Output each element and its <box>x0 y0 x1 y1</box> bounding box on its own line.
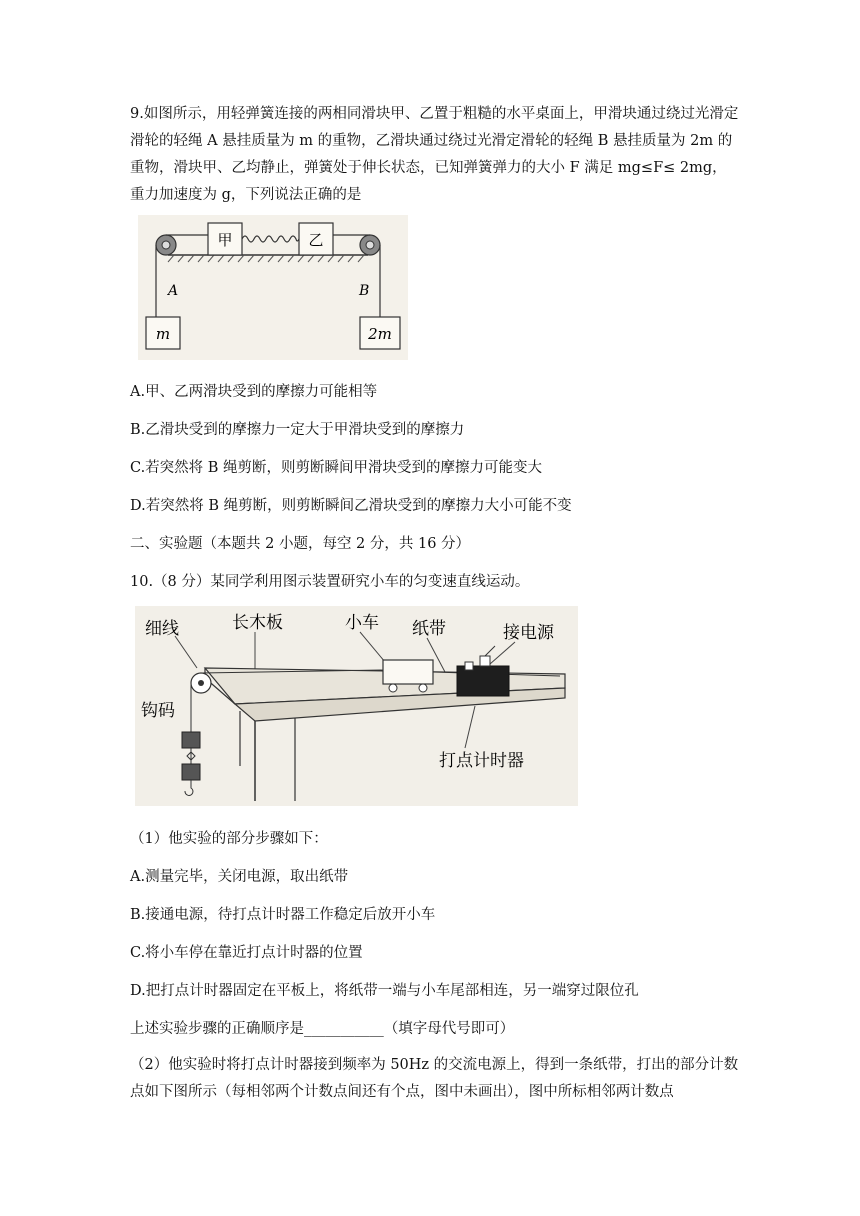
q10-order-prompt: 上述实验步骤的正确顺序是___________（填字母代号即可） <box>130 1021 515 1037</box>
q9-stem: 9.如图所示，用轻弹簧连接的两相同滑块甲、乙置于粗糙的水平桌面上，甲滑块通过绕过光滑定滑轮的轻绳 A 悬挂质量为 m 的重物，乙滑块通过绕过光滑定滑轮的轻绳 B 悬挂质量为 2m 的重物，滑块甲、乙均静止，弹簧处于伸长状态，已知弹簧弹力的大小 F 满足 mg≤F≤ 2mg，重力加速度为 g，下列说法正确的是 <box>130 106 739 203</box>
q10-step-a: A.测量完毕，关闭电源，取出纸带 <box>130 869 349 885</box>
rope-a-label: A <box>168 283 179 299</box>
label-board: 长木板 <box>232 613 283 633</box>
block-jia-label: 甲 <box>217 231 233 249</box>
block-yi-label: 乙 <box>308 231 324 249</box>
label-tape: 纸带 <box>412 619 446 639</box>
q9-option-a: A.甲、乙两滑块受到的摩擦力可能相等 <box>130 384 378 400</box>
label-hooks: 钩码 <box>141 701 175 721</box>
q10-step-c: C.将小车停在靠近打点计时器的位置 <box>130 945 363 961</box>
label-timer: 打点计时器 <box>439 751 524 771</box>
q10-figure <box>135 606 578 806</box>
q10-part1-intro: （1）他实验的部分步骤如下： <box>130 831 328 847</box>
hook-weight-1 <box>182 732 200 748</box>
q10-step-b: B.接通电源，待打点计时器工作稳定后放开小车 <box>130 907 436 923</box>
q9-figure <box>138 215 408 360</box>
label-string: 细线 <box>145 619 179 639</box>
rope-b-label: B <box>359 283 370 299</box>
q9-option-c: C.若突然将 B 绳剪断，则剪断瞬间甲滑块受到的摩擦力可能变大 <box>130 460 543 476</box>
q10-step-d: D.把打点计时器固定在平板上，将纸带一端与小车尾部相连，另一端穿过限位孔 <box>130 983 639 999</box>
q10-stem: 10.（8 分）某同学利用图示装置研究小车的匀变速直线运动。 <box>130 574 530 590</box>
hook-weight-2 <box>182 764 200 780</box>
mass-m-label: m <box>155 325 171 343</box>
pulley-spring-diagram <box>138 215 408 360</box>
q9-option-b: B.乙滑块受到的摩擦力一定大于甲滑块受到的摩擦力 <box>130 422 465 438</box>
mass-2m-label: 2m <box>368 325 392 343</box>
cart <box>383 660 433 684</box>
section-heading: 二、实验题（本题共 2 小题，每空 2 分，共 16 分） <box>130 536 471 552</box>
experiment-apparatus-diagram <box>135 606 578 806</box>
label-cart: 小车 <box>345 613 379 633</box>
q10-part2: （2）他实验时将打点计时器接到频率为 50Hz 的交流电源上，得到一条纸带，打出的部分计数点如下图所示（每相邻两个计数点间还有个点，图中未画出），图中所标相邻两计数点 <box>130 1057 739 1100</box>
q9-option-d: D.若突然将 B 绳剪断，则剪断瞬间乙滑块受到的摩擦力大小可能不变 <box>130 498 572 514</box>
label-power: 接电源 <box>503 623 554 643</box>
